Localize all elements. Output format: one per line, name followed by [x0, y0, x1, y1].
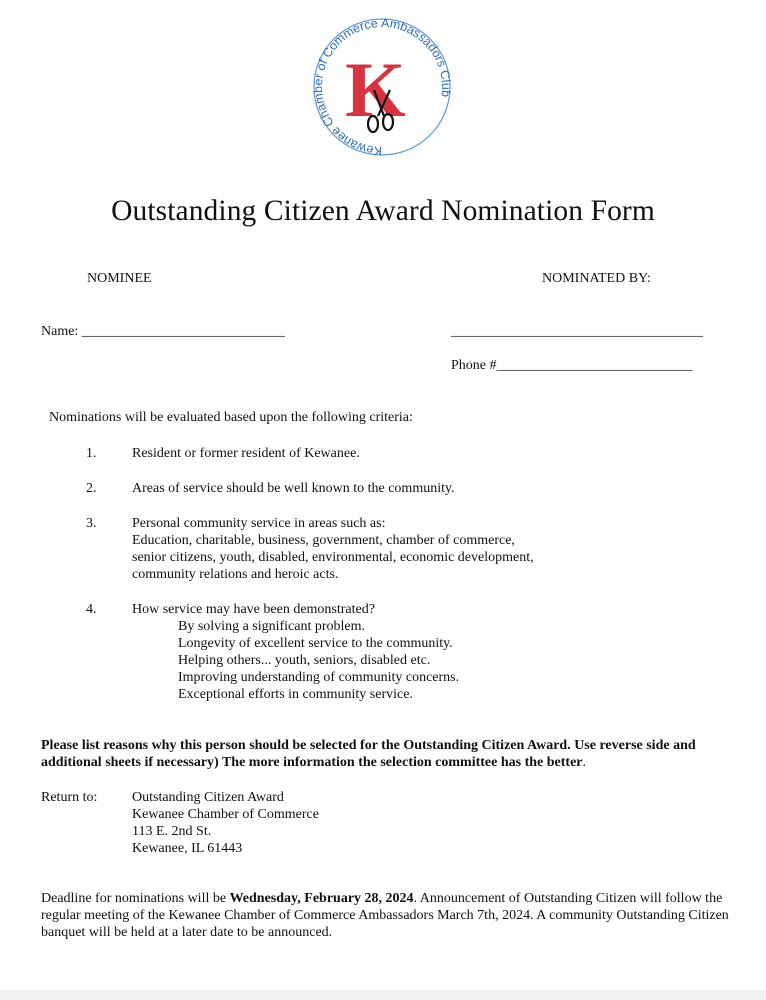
phone-label: Phone #: [451, 358, 497, 373]
criteria-item-1: Resident or former resident of Kewanee.: [132, 446, 360, 461]
reasons-end: .: [582, 755, 586, 770]
nominator-name-field[interactable]: ____________________________________: [451, 324, 703, 339]
address-line: 113 E. 2nd St.: [132, 824, 212, 839]
deadline-paragraph: [41, 890, 731, 941]
criteria-number-4: 4.: [86, 602, 97, 617]
chamber-logo: [300, 12, 464, 160]
reasons-instructions: [41, 737, 731, 771]
criteria-number-3: 3.: [86, 516, 97, 531]
criteria-item-4: [132, 601, 459, 703]
logo-ring-text: Kewanee Chamber of Commerce Ambassadors Club: [310, 15, 454, 159]
phone-blank[interactable]: ____________________________: [496, 358, 693, 373]
criteria-number-2: 2.: [86, 481, 97, 496]
criteria-4-sub: Helping others... youth, seniors, disabled etc.: [178, 653, 431, 668]
name-label: Name:: [41, 324, 82, 339]
criteria-item-3: [132, 515, 534, 583]
reasons-text: Please list reasons why this person should be selected for the Outstanding Citizen Award. Use reverse side and additional sheets if necessary) The more information the selection committee has the better: [41, 738, 696, 770]
nominated-by-header: NOMINATED BY:: [542, 271, 651, 286]
name-blank[interactable]: _____________________________: [81, 324, 285, 339]
criteria-3-line: Personal community service in areas such as:: [132, 516, 386, 531]
deadline-post: . Announcement of Outstanding Citizen will follow the regular meeting of the Kewanee Chamber of Commerce Ambassadors March 7th, 2024. A community Outstanding Citizen banquet will be held at a later date to be announced.: [41, 891, 729, 940]
address-line: Kewanee, IL 61443: [132, 841, 243, 856]
form-title: Outstanding Citizen Award Nomination Form: [111, 195, 655, 227]
logo-letter: K: [345, 46, 406, 133]
return-label: Return to:: [41, 790, 98, 805]
criteria-number-1: 1.: [86, 446, 97, 461]
criteria-4-sub: Improving understanding of community concerns.: [178, 670, 460, 685]
criteria-4-line: How service may have been demonstrated?: [132, 602, 375, 617]
address-line: Outstanding Citizen Award: [132, 790, 284, 805]
phone-field[interactable]: [451, 357, 693, 374]
name-field[interactable]: [41, 323, 285, 340]
criteria-4-sub: By solving a significant problem.: [178, 619, 366, 634]
deadline-pre: Deadline for nominations will be: [41, 891, 230, 906]
criteria-item-2: Areas of service should be well known to the community.: [132, 481, 455, 496]
criteria-intro: Nominations will be evaluated based upon the following criteria:: [49, 410, 413, 425]
criteria-3-line: Education, charitable, business, government, chamber of commerce,: [132, 533, 515, 548]
return-address: [132, 789, 319, 857]
criteria-3-line: senior citizens, youth, disabled, environmental, economic development,: [132, 550, 534, 565]
criteria-3-line: community relations and heroic acts.: [132, 567, 339, 582]
criteria-4-sub: Longevity of excellent service to the community.: [178, 636, 453, 651]
address-line: Kewanee Chamber of Commerce: [132, 807, 319, 822]
deadline-date: Wednesday, February 28, 2024: [229, 891, 414, 906]
criteria-4-sub: Exceptional efforts in community service.: [178, 687, 413, 702]
nominee-header: NOMINEE: [87, 271, 152, 286]
